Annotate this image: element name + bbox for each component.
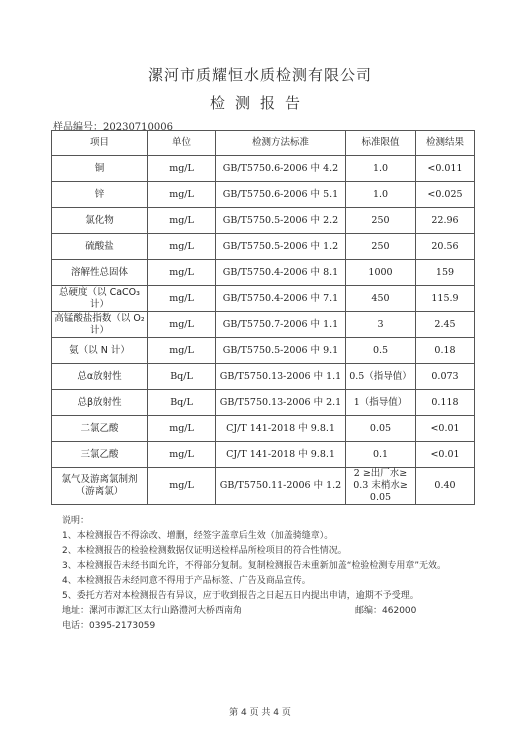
result-cell: <0.025 — [416, 182, 475, 208]
method-cell: GB/T5750.5-2006 中 1.2 — [216, 234, 346, 260]
result-cell: 0.118 — [416, 390, 475, 416]
method-cell: GB/T5750.4-2006 中 7.1 — [216, 286, 346, 312]
sample-number-label: 样品编号： — [53, 122, 103, 133]
column-header-unit: 单位 — [148, 131, 216, 156]
table-row — [52, 260, 475, 286]
note-item: 3、本检测报告未经书面允许，不得部分复制。复制检测报告未重新加盖“检验检测专用章”无效。 — [62, 561, 447, 571]
table-row — [52, 182, 475, 208]
item-cell: 高锰酸盐指数（以 O₂ 计） — [52, 312, 148, 338]
item-cell: 铜 — [52, 156, 148, 182]
unit-cell: Bq/L — [148, 364, 216, 390]
note-item: 4、本检测报告未经同意不得用于产品标签、广告及商品宣传。 — [62, 576, 311, 586]
address-label: 地址： — [62, 606, 90, 616]
limit-cell: 450 — [346, 286, 416, 312]
column-header-method: 检测方法标准 — [216, 131, 346, 156]
postcode-label: 邮编： — [355, 606, 383, 616]
unit-cell: mg/L — [148, 234, 216, 260]
address-line — [62, 604, 502, 619]
limit-cell: 0.1 — [346, 442, 416, 468]
limit-cell: 250 — [346, 234, 416, 260]
table-row — [52, 286, 475, 312]
unit-cell: mg/L — [148, 338, 216, 364]
unit-cell: Bq/L — [148, 390, 216, 416]
phone-line — [62, 619, 502, 634]
limit-cell: 3 — [346, 312, 416, 338]
method-cell: GB/T5750.13-2006 中 1.1 — [216, 364, 346, 390]
method-cell: GB/T5750.11-2006 中 1.2 — [216, 468, 346, 505]
column-header-limit: 标准限值 — [346, 131, 416, 156]
method-cell: GB/T5750.4-2006 中 8.1 — [216, 260, 346, 286]
unit-cell: mg/L — [148, 208, 216, 234]
note-item: 1、本检测报告不得涂改、增删，经签字盖章后生效（加盖骑缝章）。 — [62, 531, 334, 541]
limit-cell: 0.5（指导值） — [346, 364, 416, 390]
limit-cell: 1.0 — [346, 182, 416, 208]
item-cell: 氯化物 — [52, 208, 148, 234]
method-cell: GB/T5750.5-2006 中 9.1 — [216, 338, 346, 364]
report-title: 检测报告 — [209, 94, 310, 112]
table-row — [52, 338, 475, 364]
item-cell: 三氯乙酸 — [52, 442, 148, 468]
item-cell: 总硬度（以 CaCO₃ 计） — [52, 286, 148, 312]
results-table — [51, 130, 475, 505]
item-cell: 总β放射性 — [52, 390, 148, 416]
unit-cell: mg/L — [148, 468, 216, 505]
sample-number-value: 20230710006 — [103, 122, 173, 133]
method-cell: CJ/T 141-2018 中 9.8.1 — [216, 442, 346, 468]
result-cell: 159 — [416, 260, 475, 286]
page-number: 第 4 页 共 4 页 — [229, 708, 291, 718]
notes-heading: 说明： — [62, 516, 90, 526]
unit-cell: mg/L — [148, 260, 216, 286]
result-cell: 115.9 — [416, 286, 475, 312]
method-cell: GB/T5750.13-2006 中 2.1 — [216, 390, 346, 416]
table-row — [52, 416, 475, 442]
result-cell: <0.01 — [416, 442, 475, 468]
method-cell: GB/T5750.6-2006 中 4.2 — [216, 156, 346, 182]
postcode-value: 462000 — [382, 606, 417, 616]
result-cell: <0.01 — [416, 416, 475, 442]
limit-cell: 250 — [346, 208, 416, 234]
item-cell: 氨（以 N 计） — [52, 338, 148, 364]
item-cell: 溶解性总固体 — [52, 260, 148, 286]
table-row — [52, 312, 475, 338]
unit-cell: mg/L — [148, 442, 216, 468]
result-cell: 0.073 — [416, 364, 475, 390]
table-row — [52, 234, 475, 260]
unit-cell: mg/L — [148, 182, 216, 208]
method-cell: GB/T5750.7-2006 中 1.1 — [216, 312, 346, 338]
method-cell: GB/T5750.6-2006 中 5.1 — [216, 182, 346, 208]
table-row — [52, 390, 475, 416]
postcode — [355, 604, 416, 619]
limit-cell: 0.05 — [346, 416, 416, 442]
method-cell: CJ/T 141-2018 中 9.8.1 — [216, 416, 346, 442]
table-row — [52, 208, 475, 234]
result-cell: 0.18 — [416, 338, 475, 364]
phone-value: 0395-2173059 — [89, 621, 156, 631]
item-cell: 硫酸盐 — [52, 234, 148, 260]
item-cell: 锌 — [52, 182, 148, 208]
note-item: 2、本检测报告的检验检测数据仅证明送检样品所检项目的符合性情况。 — [62, 546, 347, 556]
item-cell: 总α放射性 — [52, 364, 148, 390]
limit-cell: 0.5 — [346, 338, 416, 364]
column-header-item: 项目 — [52, 131, 148, 156]
company-name: 漯河市质耀恒水质检测有限公司 — [147, 66, 372, 84]
result-cell: 0.40 — [416, 468, 475, 505]
notes-section — [62, 514, 502, 634]
unit-cell: mg/L — [148, 286, 216, 312]
table-row — [52, 364, 475, 390]
item-cell: 氯气及游离氯制剂（游离氯） — [52, 468, 148, 505]
result-cell: <0.011 — [416, 156, 475, 182]
table-row — [52, 468, 475, 505]
table-row — [52, 156, 475, 182]
column-header-result: 检测结果 — [416, 131, 475, 156]
result-cell: 2.45 — [416, 312, 475, 338]
limit-cell: 2 ≥出厂水≥ 0.3 末梢水≥ 0.05 — [346, 468, 416, 505]
limit-cell: 1.0 — [346, 156, 416, 182]
table-header-row — [52, 131, 475, 156]
result-cell: 20.56 — [416, 234, 475, 260]
unit-cell: mg/L — [148, 156, 216, 182]
table-row — [52, 442, 475, 468]
item-cell: 二氯乙酸 — [52, 416, 148, 442]
result-cell: 22.96 — [416, 208, 475, 234]
note-item: 5、委托方若对本检测报告有异议，应于收到报告之日起五日内提出申请，逾期不予受理。 — [62, 591, 419, 601]
unit-cell: mg/L — [148, 312, 216, 338]
phone-label: 电话： — [62, 621, 90, 631]
method-cell: GB/T5750.5-2006 中 2.2 — [216, 208, 346, 234]
unit-cell: mg/L — [148, 416, 216, 442]
limit-cell: 1000 — [346, 260, 416, 286]
address-value: 漯河市源汇区太行山路澧河大桥西南角 — [89, 606, 243, 616]
limit-cell: 1（指导值） — [346, 390, 416, 416]
